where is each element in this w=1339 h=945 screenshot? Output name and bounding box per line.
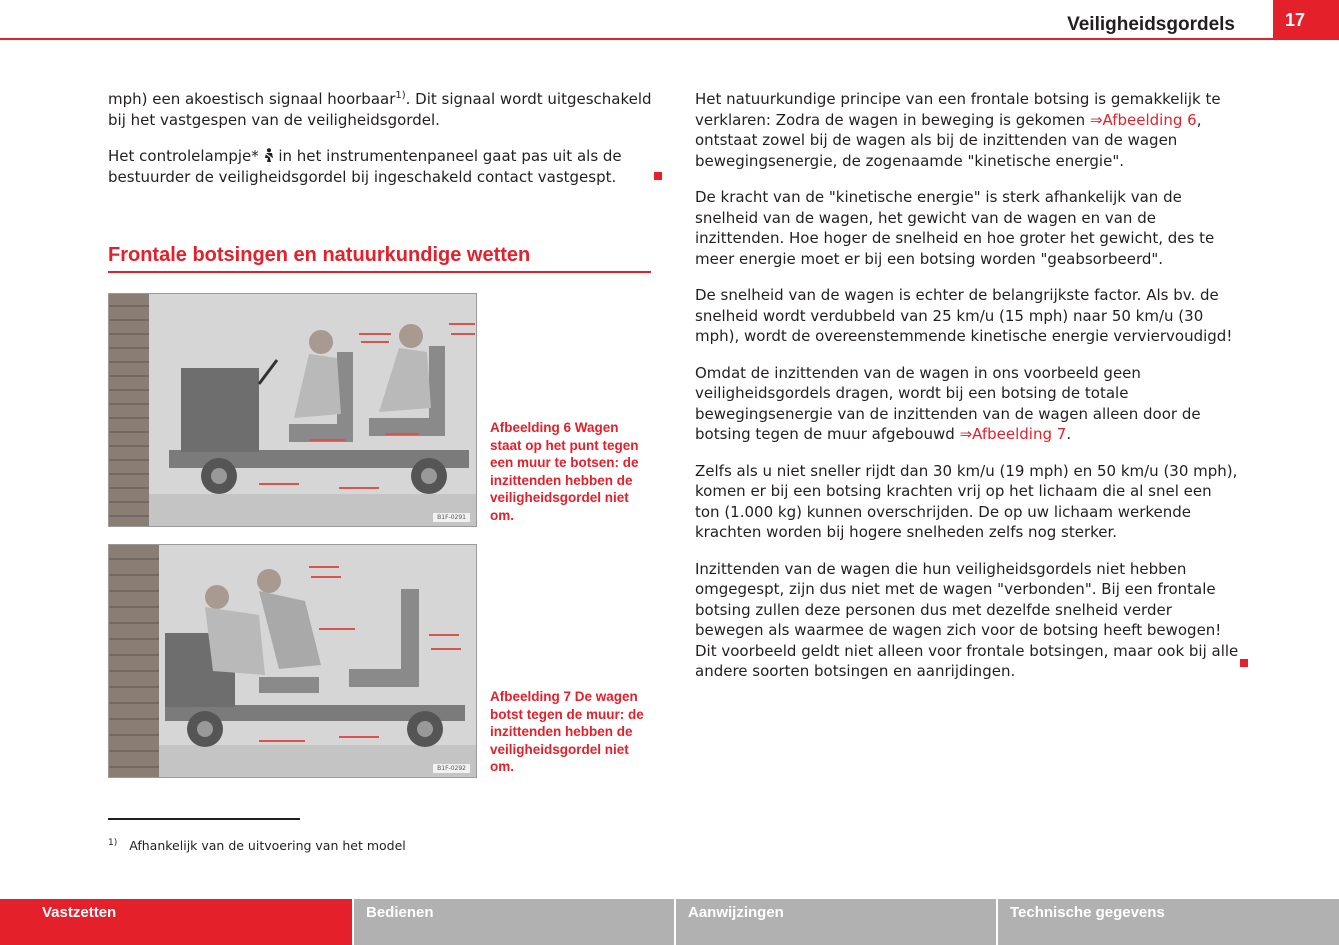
end-of-section-mark (654, 172, 662, 180)
right-column (695, 89, 1240, 698)
tab-bedienen[interactable]: Bedienen (354, 899, 674, 945)
tab-aanwijzingen[interactable]: Aanwijzingen (676, 899, 996, 945)
paragraph: Inzittenden van de wagen die hun veiligheidsgordels niet hebben omgegespt, zijn dus niet met de wagen "verbonden". Bij een frontale botsing zullen deze personen dus met dezelfde snelheid verder bewegen als waarmee de wagen zich voor de botsing heeft bewogen! Dit voorbeeld geldt niet alleen voor frontale botsingen, maar ook bij alle andere soorten botsingen en aanrijdingen. (695, 559, 1239, 680)
figure-6-illustration (108, 293, 477, 527)
paragraph: Zelfs als u niet sneller rijdt dan 30 km/u (19 mph) en 50 km/u (30 mph), komen er bij een botsing krachten vrij op het lichaam die al snel een ton (1.000 kg) kunnen overschrijden. De op uw lichaam werkende krachten worden bij hogere snelheden zelfs nog sterker. (695, 461, 1238, 541)
paragraph: Het controlelampje* in het instrumentenpaneel gaat pas uit als de bestuurder de veiligheidsgordel bij ingeschakeld contact vastgespt. (108, 147, 622, 186)
footnote (108, 838, 406, 853)
crash-scene-impact-illustration (109, 545, 477, 778)
paragraph: De kracht van de "kinetische energie" is sterk afhankelijk van de snelheid van de wagen, het gewicht van de wagen en van de inzittenden. Hoe hoger de snelheid en hoe groter het gewicht, des te meer energie moet er bij een botsing worden "geabsorbeerd". (695, 188, 1215, 268)
figure-7-caption: Afbeelding 7 De wagen botst tegen de muur: de inzittenden hebben de veiligheidsgordel niet om. (490, 689, 644, 774)
figure-6-caption: Afbeelding 6 Wagen staat op het punt tegen een muur te botsen: de inzittenden hebben de veiligheidsgordel niet om. (490, 420, 639, 523)
end-of-section-mark (1240, 659, 1248, 667)
footnote-rule (108, 818, 300, 820)
header-rule (0, 38, 1273, 40)
chapter-title: Veiligheidsgordels (1067, 14, 1235, 35)
tab-vastzetten[interactable]: Vastzetten (0, 899, 352, 945)
left-column (108, 89, 653, 203)
tab-technische-gegevens[interactable]: Technische gegevens (998, 899, 1339, 945)
section-title: Frontale botsingen en natuurkundige wetten (108, 244, 651, 273)
paragraph: mph) een akoestisch signaal hoorbaar$^{1)}$. Dit signaal wordt uitgeschakeld bij het vastgespen van de veiligheidsgordel. (108, 90, 652, 129)
seatbelt-warning-icon (264, 148, 274, 163)
footer-nav (0, 899, 1339, 945)
crash-scene-before-illustration (109, 294, 477, 527)
footnote-text: Afhankelijk van de uitvoering van het model (129, 838, 406, 853)
footnote-ref[interactable]: 1) (395, 90, 406, 101)
footnote-number: 1) (108, 838, 118, 848)
figure-code: B1F-0291 (433, 513, 470, 522)
paragraph: Het natuurkundige principe van een frontale botsing is gemakkelijk te verklaren: Zodra de wagen in beweging is gekomen ⇒Afbeelding 6, ontstaat zowel bij de wagen als bij de inzittenden van de wagen bewegingsenergie, de zogenaamde "kinetische energie". (695, 90, 1221, 170)
figure-7-link[interactable]: ⇒Afbeelding 7 (959, 425, 1067, 443)
paragraph: De snelheid van de wagen is echter de belangrijkste factor. Als bv. de snelheid wordt verdubbeld van 25 km/u (15 mph) naar 50 km/u (30 mph), wordt de overeenstemmende kinetische energie verviervoudigd! (695, 286, 1233, 345)
figure-6-link[interactable]: ⇒Afbeelding 6 (1089, 110, 1197, 129)
paragraph: Omdat de inzittenden van de wagen in ons voorbeeld geen veiligheidsgordels dragen, wordt bij een botsing de totale bewegingsenergie van de inzittenden van de wagen alleen door de botsing tegen de muur afgebouwd ⇒Afbeelding 7. (695, 363, 1201, 443)
page-number: 17 (1273, 0, 1339, 40)
figure-7-illustration (108, 544, 477, 778)
figure-code: B1F-0292 (433, 764, 470, 773)
